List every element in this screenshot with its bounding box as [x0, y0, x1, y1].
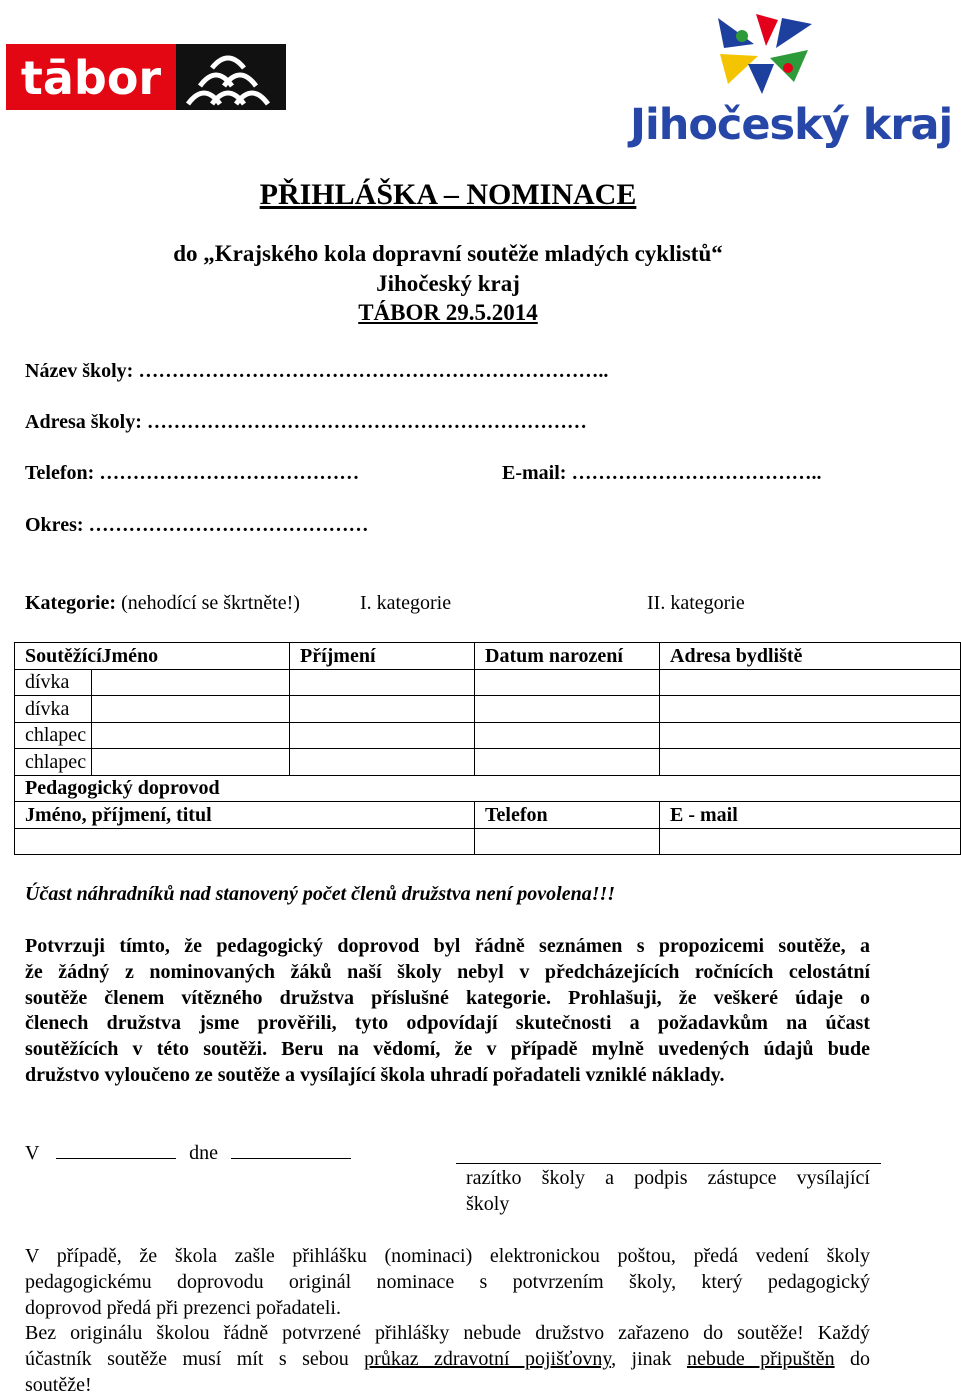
header-first-name: Jméno	[92, 643, 290, 670]
table-row	[15, 669, 961, 696]
table-row	[15, 722, 961, 749]
category-note: (nehodící se škrtněte!)	[121, 592, 300, 614]
cell-birth-date[interactable]	[475, 749, 660, 776]
header-contestant: Soutěžící	[15, 643, 92, 670]
substitutes-notice: Účast náhradníků nad stanovený počet členů družstva není povolena!!!	[25, 883, 616, 905]
place-label: V	[25, 1142, 40, 1164]
cell-address[interactable]	[660, 696, 961, 723]
stamp-caption-line: školy	[466, 1192, 510, 1215]
category-label: Kategorie:	[25, 592, 117, 614]
escort-row	[15, 828, 961, 855]
stamp-caption-line: razítko školy a podpis zástupce vysílající	[466, 1167, 870, 1189]
declaration-line: družstvo vyloučeno ze soutěže a vysílající škola uhradí pořadateli vzniklé náklady.	[25, 1063, 725, 1086]
region-logo	[626, 10, 953, 155]
declaration-line: soutěžících v této soutěži. Beru na vědomí, že v případě mylně uvedených údajů bude	[25, 1038, 870, 1061]
phone-field[interactable]: Telefon: …………………………………	[25, 462, 360, 484]
cell-first-name[interactable]	[92, 749, 290, 776]
cell-last-name[interactable]	[290, 669, 475, 696]
footer-line: pedagogickému doprovodu originál nominace s potvrzením školy, který pedagogický	[25, 1270, 870, 1293]
footer-notes	[25, 1244, 870, 1399]
cell-last-name[interactable]	[290, 696, 475, 723]
cell-last-name[interactable]	[290, 749, 475, 776]
footer-line: doprovod předá při prezenci pořadateli.	[25, 1296, 341, 1319]
district-field[interactable]: Okres: ……………………………………	[25, 514, 369, 536]
row-label: chlapec	[15, 749, 92, 776]
stamp-caption	[466, 1166, 870, 1218]
row-label: dívka	[15, 669, 92, 696]
footer-line: účastník soutěže musí mít s sebou průkaz zdravotní pojišťovny, jinak nebude připuštěn do	[25, 1348, 871, 1371]
registration-table	[14, 642, 961, 855]
declaration-line: soutěže členem vítězného družstva příslušné kategorie. Prohlašuji, že veškeré údaje o	[25, 986, 870, 1009]
cell-last-name[interactable]	[290, 722, 475, 749]
cell-address[interactable]	[660, 669, 961, 696]
cell-address[interactable]	[660, 722, 961, 749]
not-admitted-text: nebude připuštěn	[686, 1348, 835, 1371]
escort-cell-phone[interactable]	[475, 828, 660, 855]
escort-cell-name[interactable]	[15, 828, 475, 855]
region-emblem-icon	[626, 10, 938, 100]
footer-line: soutěže!	[25, 1373, 92, 1396]
category-option-2[interactable]: II. kategorie	[647, 592, 745, 614]
tabor-logo-text: tābor	[20, 51, 162, 105]
escort-title: Pedagogický doprovod	[15, 775, 961, 802]
escort-header-phone: Telefon	[475, 802, 660, 829]
category-option-1[interactable]: I. kategorie	[360, 592, 452, 614]
table-header-row	[15, 643, 961, 670]
form-title: PŘIHLÁŠKA – NOMINACE	[259, 178, 637, 211]
date-blank[interactable]	[231, 1140, 351, 1159]
cell-address[interactable]	[660, 749, 961, 776]
declaration-line: Potvrzuji tímto, že pedagogický doprovod byl řádně seznámen s propozicemi soutěže, a	[25, 935, 870, 957]
date-label: dne	[189, 1142, 218, 1164]
row-label: dívka	[15, 696, 92, 723]
email-field[interactable]: E-mail: ………………………………..	[502, 462, 822, 484]
declaration-line: členech družstva jsme prověřili, tyto odpovídají skutečnosti a požadavkům na účast	[25, 1012, 870, 1035]
region-name: Jihočeský kraj	[376, 271, 520, 296]
escort-header-name: Jméno, příjmení, titul	[15, 802, 475, 829]
escort-header-row	[15, 802, 961, 829]
place-date-row	[25, 1140, 351, 1165]
row-label: chlapec	[15, 722, 92, 749]
signature-line[interactable]	[456, 1163, 881, 1164]
escort-cell-email[interactable]	[660, 828, 961, 855]
cell-first-name[interactable]	[92, 722, 290, 749]
insurance-card-text: průkaz zdravotní pojišťovny	[364, 1348, 612, 1371]
table-row	[15, 749, 961, 776]
cell-birth-date[interactable]	[475, 669, 660, 696]
table-row	[15, 696, 961, 723]
tabor-logo	[6, 44, 286, 110]
escort-header-email: E - mail	[660, 802, 961, 829]
declaration-line: že žádný z nominovaných žáků naší školy nebyl v předcházejících ročnících celostátní	[25, 960, 870, 983]
header-address: Adresa bydliště	[660, 643, 961, 670]
venue-date: TÁBOR 29.5.2014	[358, 300, 538, 325]
footer-line: Bez originálu školou řádně potvrzené přihlášky nebude družstvo zařazeno do soutěže! Každý	[25, 1322, 870, 1345]
cell-birth-date[interactable]	[475, 722, 660, 749]
competition-name: do „Krajského kola dopravní soutěže mladých cyklistů“	[173, 241, 723, 266]
header-birth-date: Datum narození	[475, 643, 660, 670]
school-name-field[interactable]: Název školy: ……………………………………………………………..	[25, 360, 609, 382]
footer-line: V případě, že škola zašle přihlášku (nominaci) elektronickou poštou, předá vedení školy	[25, 1245, 870, 1267]
escort-title-row	[15, 775, 961, 802]
place-blank[interactable]	[56, 1140, 176, 1159]
school-address-field[interactable]: Adresa školy: …………………………………………………………	[25, 411, 587, 433]
declaration	[25, 934, 870, 1089]
header-last-name: Příjmení	[290, 643, 475, 670]
cell-first-name[interactable]	[92, 696, 290, 723]
cell-first-name[interactable]	[92, 669, 290, 696]
category-row	[25, 592, 300, 615]
region-logo-text: Jihočeský kraj	[630, 100, 953, 150]
cell-birth-date[interactable]	[475, 696, 660, 723]
